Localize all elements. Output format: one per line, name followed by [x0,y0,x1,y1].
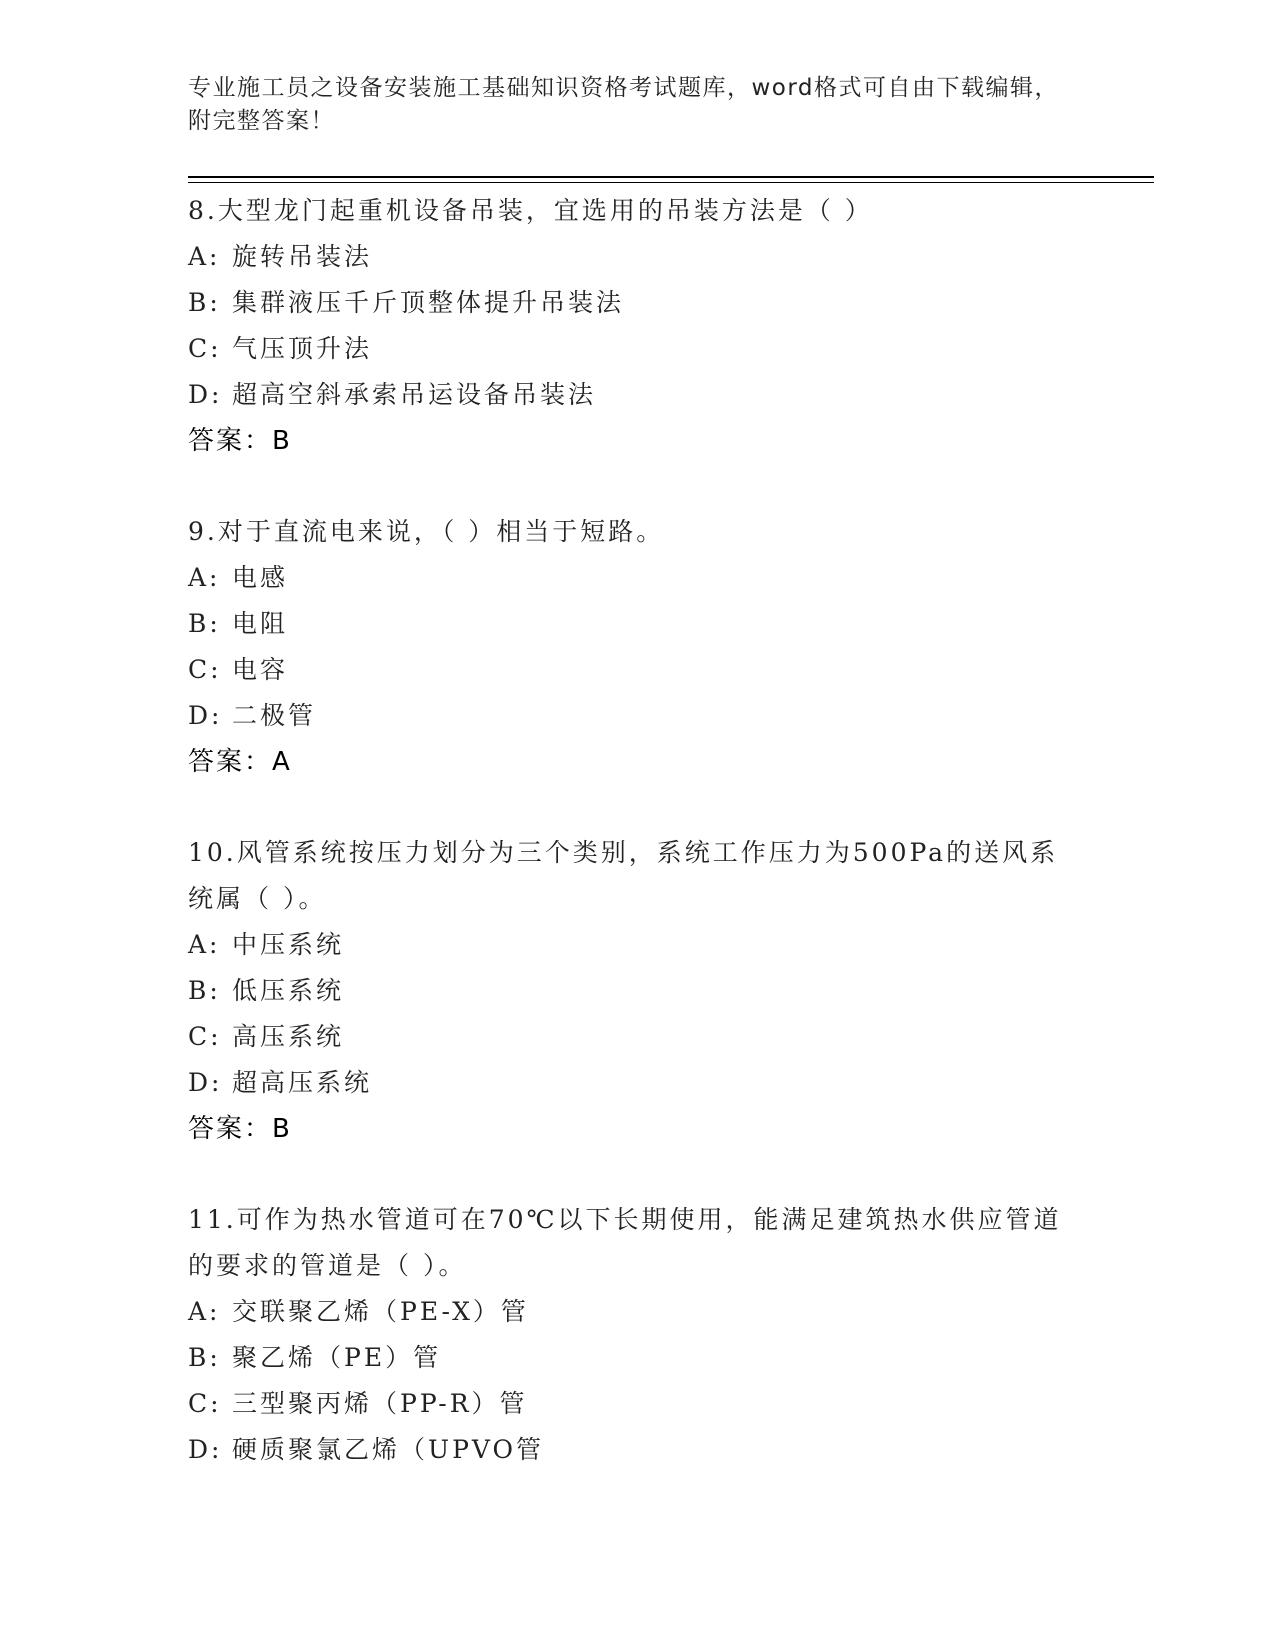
option-key: B: [188,609,221,638]
answer-line: 答案：B [188,426,292,456]
option-d [188,1060,1088,1106]
question-list [188,188,1088,1473]
question-stem: 10.风管系统按压力划分为三个类别，系统工作压力为500Pa的送风系 [188,838,1059,867]
option-b [188,601,1088,647]
answer-line: 答案：B [188,1114,292,1144]
option-a [188,1289,1088,1335]
option-a [188,234,1088,280]
option-key: C: [188,655,222,684]
header-divider-thick [188,176,1154,178]
option-text: 气压顶升法 [232,334,373,363]
option-text: 聚乙烯（PE）管 [232,1343,442,1372]
header-note-line: 附完整答案！ [188,108,335,134]
option-d [188,1427,1088,1473]
option-text: 中压系统 [232,930,345,959]
option-d [188,693,1088,739]
option-text: 超高压系统 [232,1068,373,1097]
question-stem: 11.可作为热水管道可在70℃以下长期使用，能满足建筑热水供应管道 [188,1205,1062,1234]
option-key: C: [188,1389,222,1418]
option-key: C: [188,334,222,363]
option-key: B: [188,976,221,1005]
answer-line: 答案：A [188,747,292,777]
option-text: 超高空斜承索吊运设备吊装法 [232,380,597,409]
question-8 [188,188,1088,464]
option-b [188,280,1088,326]
option-text: 高压系统 [232,1022,345,1051]
question-9 [188,509,1088,785]
header-note-line: 专业施工员之设备安装施工基础知识资格考试题库，word格式可自由下载编辑， [188,75,1060,101]
header-note [188,72,1088,138]
option-key: B: [188,288,221,317]
option-c [188,326,1088,372]
option-key: C: [188,1022,222,1051]
option-key: A: [188,1297,221,1326]
option-text: 旋转吊装法 [232,242,373,271]
header-divider-thin [188,182,1154,183]
question-stem-continued: 的要求的管道是（ ）。 [188,1251,467,1280]
option-d [188,372,1088,418]
option-text: 电阻 [232,609,289,638]
option-c [188,1381,1088,1427]
question-stem: 9.对于直流电来说，（ ）相当于短路。 [188,517,665,546]
option-text: 交联聚乙烯（PE-X）管 [232,1297,529,1326]
option-key: D: [188,701,223,730]
option-c [188,647,1088,693]
option-key: D: [188,1435,223,1464]
option-a [188,922,1088,968]
option-text: 电感 [232,563,289,592]
option-key: A: [188,930,221,959]
option-text: 集群液压千斤顶整体提升吊装法 [232,288,625,317]
question-11 [188,1197,1088,1473]
option-key: B: [188,1343,221,1372]
option-text: 低压系统 [232,976,345,1005]
option-b [188,968,1088,1014]
option-key: D: [188,1068,223,1097]
option-text: 二极管 [232,701,317,730]
question-10 [188,830,1088,1152]
option-a [188,555,1088,601]
option-c [188,1014,1088,1060]
question-stem: 8.大型龙门起重机设备吊装，宜选用的吊装方法是（ ） [188,196,873,225]
question-stem-continued: 统属（ ）。 [188,884,327,913]
option-key: A: [188,242,221,271]
option-key: D: [188,380,223,409]
option-text: 硬质聚氯乙烯（UPVO管 [232,1435,545,1464]
option-text: 电容 [232,655,289,684]
option-text: 三型聚丙烯（PP-R）管 [232,1389,528,1418]
option-key: A: [188,563,221,592]
option-b [188,1335,1088,1381]
